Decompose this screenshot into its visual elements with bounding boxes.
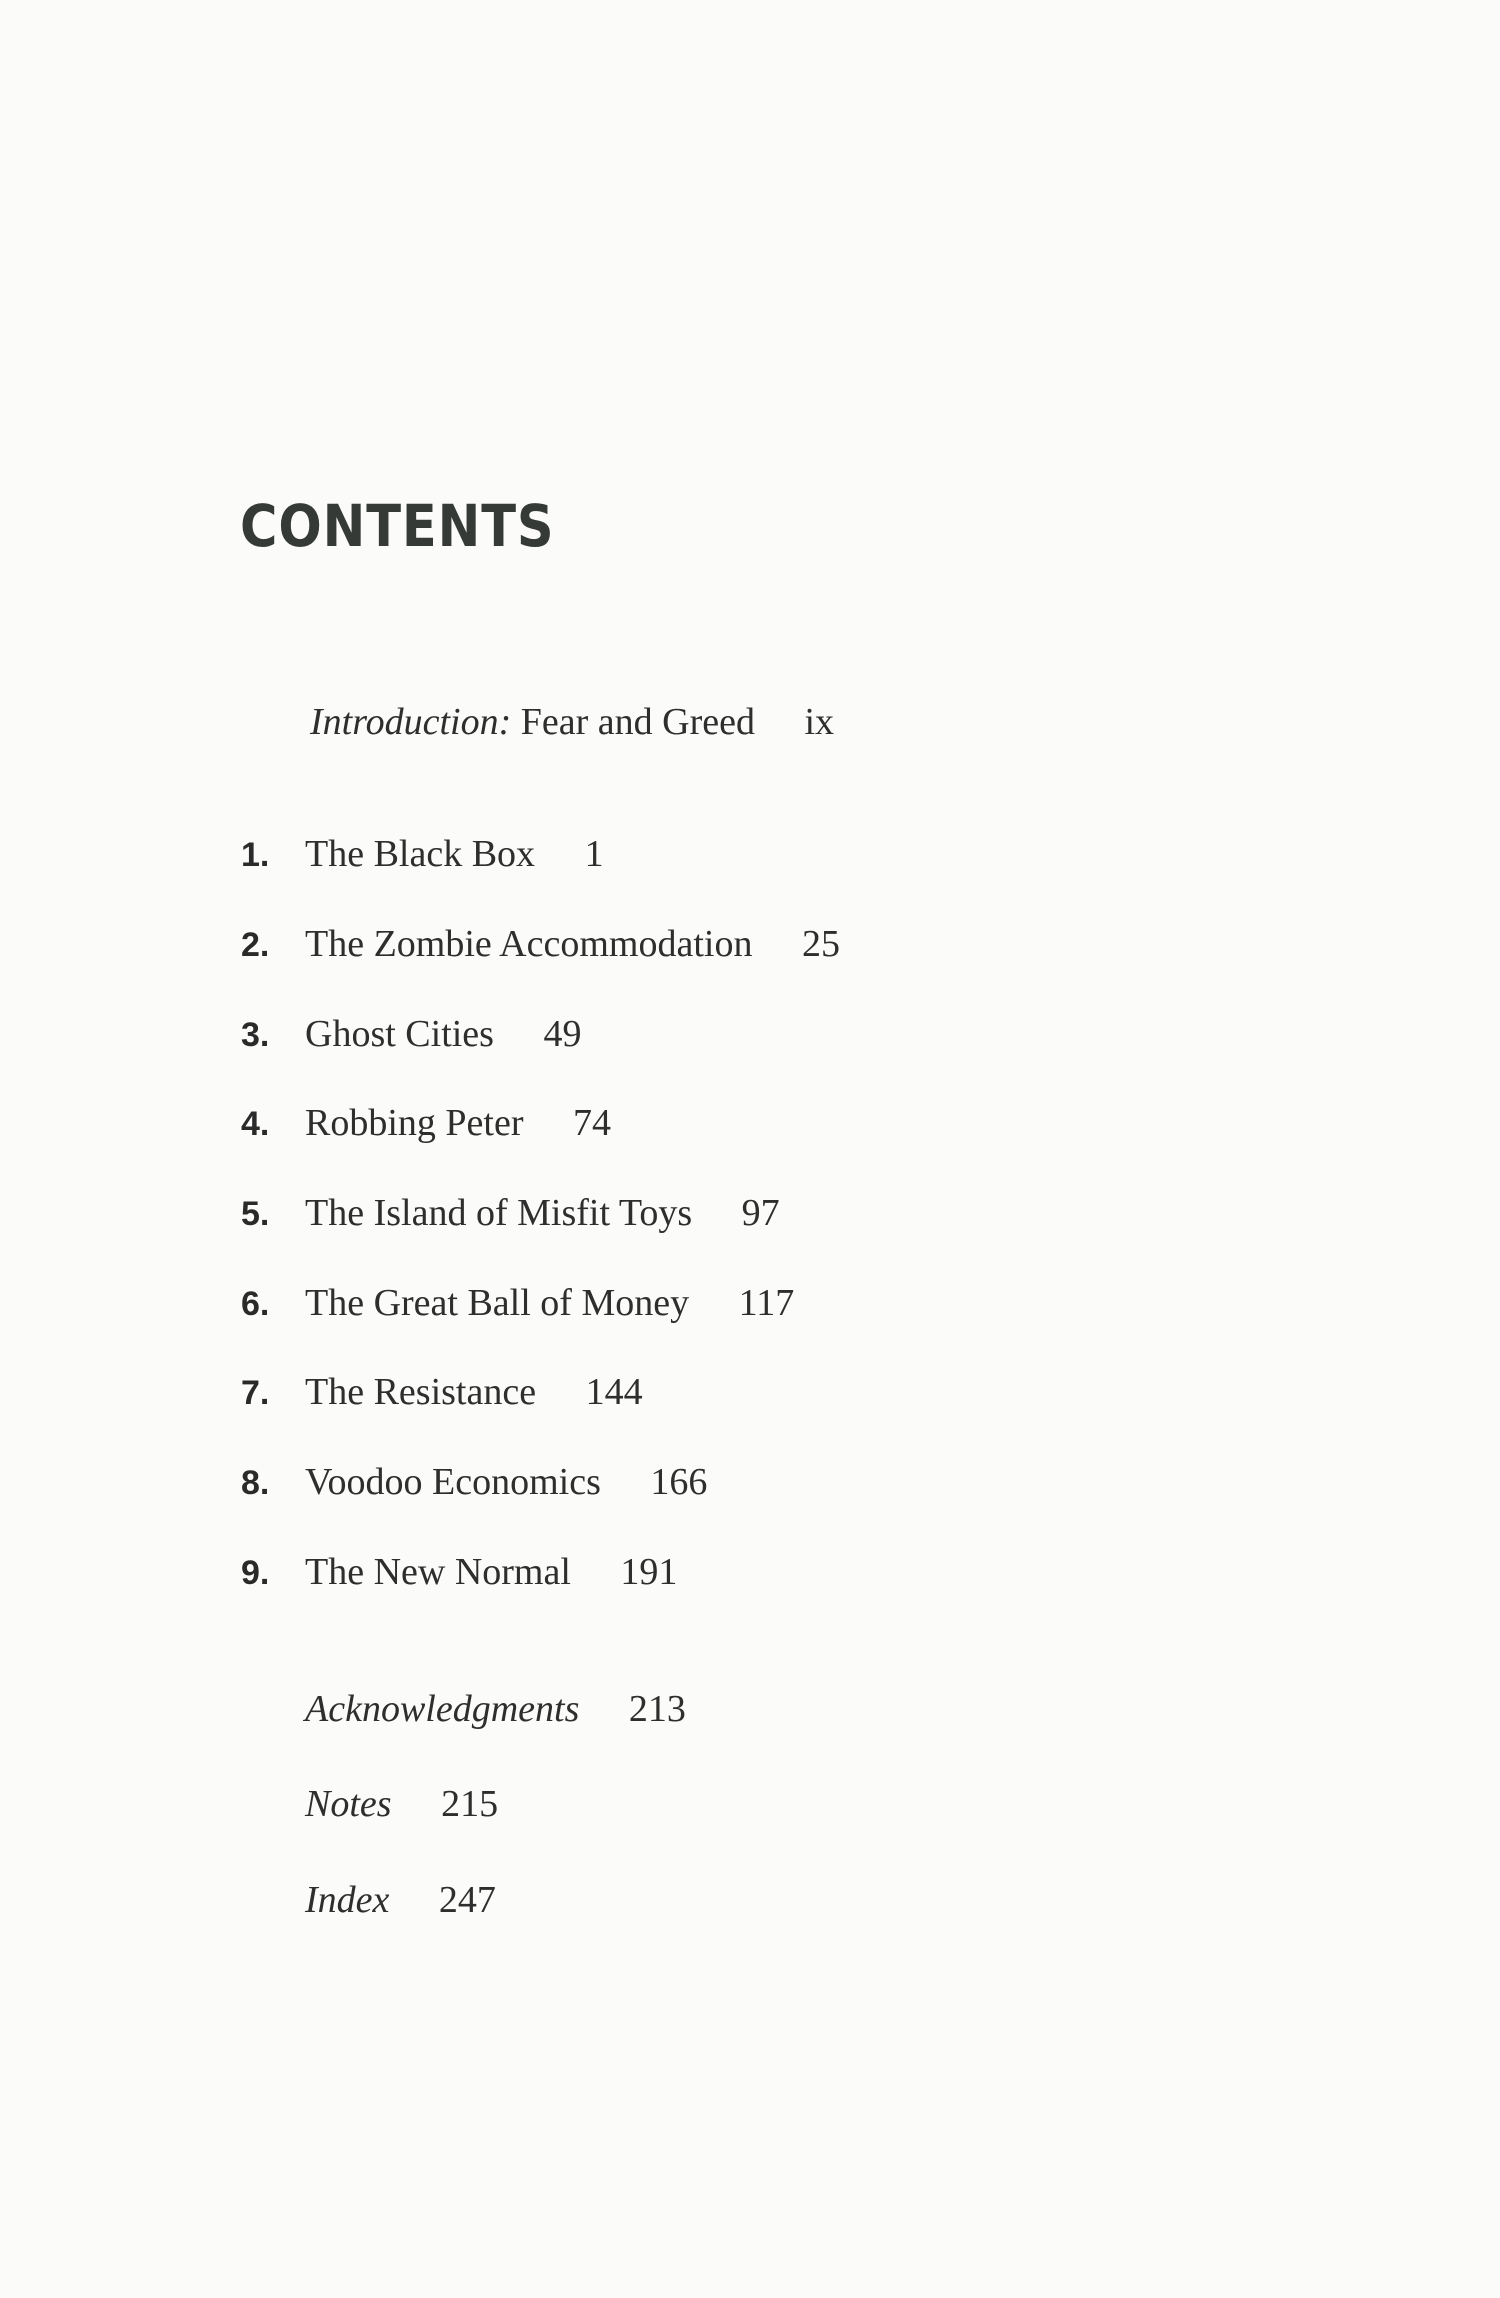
chapter-number: 7. — [241, 1374, 270, 1412]
toc-entry-chapter-8 — [241, 1460, 708, 1504]
chapter-title: The Resistance — [305, 1371, 537, 1413]
toc-entry-chapter-2 — [241, 922, 840, 966]
chapter-title: The Great Ball of Money — [305, 1282, 690, 1324]
chapter-number: 5. — [241, 1195, 270, 1233]
toc-entry-chapter-4 — [241, 1101, 611, 1145]
chapter-number: 6. — [241, 1285, 270, 1323]
chapter-page: 97 — [741, 1192, 780, 1234]
chapter-number: 4. — [241, 1105, 270, 1143]
introduction-page: ix — [804, 701, 835, 743]
chapter-title: Voodoo Economics — [305, 1461, 601, 1503]
chapter-number: 8. — [241, 1464, 270, 1502]
chapter-number: 1. — [241, 836, 270, 874]
introduction-label: Introduction: — [310, 701, 512, 743]
toc-entry-chapter-1 — [241, 832, 604, 876]
chapter-page: 144 — [585, 1371, 643, 1413]
toc-entry-chapter-9 — [241, 1550, 678, 1594]
chapter-page: 49 — [543, 1013, 582, 1055]
back-matter-page: 247 — [438, 1879, 496, 1921]
chapter-number: 3. — [241, 1016, 270, 1054]
toc-entry-notes — [305, 1782, 498, 1826]
back-matter-title: Index — [305, 1879, 390, 1921]
toc-entry-introduction — [310, 700, 834, 744]
chapter-title: The Island of Misfit Toys — [305, 1192, 693, 1234]
toc-entry-chapter-3 — [241, 1012, 582, 1056]
toc-entry-chapter-5 — [241, 1191, 780, 1235]
chapter-page: 191 — [620, 1551, 678, 1593]
chapter-number: 2. — [241, 926, 270, 964]
chapter-title: Robbing Peter — [305, 1102, 524, 1144]
chapter-title: The New Normal — [305, 1551, 571, 1593]
introduction-title: Fear and Greed — [520, 701, 755, 743]
chapter-number: 9. — [241, 1554, 270, 1592]
chapter-page: 25 — [801, 923, 840, 965]
toc-entry-index — [305, 1878, 496, 1922]
back-matter-page: 215 — [441, 1783, 499, 1825]
back-matter-page: 213 — [628, 1688, 686, 1730]
chapter-page: 1 — [584, 833, 604, 875]
toc-entry-acknowledgments — [305, 1687, 686, 1731]
chapter-title: The Black Box — [305, 833, 536, 875]
chapter-page: 166 — [650, 1461, 708, 1503]
back-matter-title: Notes — [305, 1783, 392, 1825]
toc-entry-chapter-7 — [241, 1370, 643, 1414]
toc-entry-chapter-6 — [241, 1281, 795, 1325]
chapter-title: Ghost Cities — [305, 1013, 494, 1055]
chapter-title: The Zombie Accommodation — [305, 923, 753, 965]
back-matter-title: Acknowledgments — [305, 1688, 580, 1730]
chapter-page: 74 — [572, 1102, 611, 1144]
chapter-page: 117 — [738, 1282, 795, 1324]
page-title: CONTENTS — [240, 492, 555, 560]
